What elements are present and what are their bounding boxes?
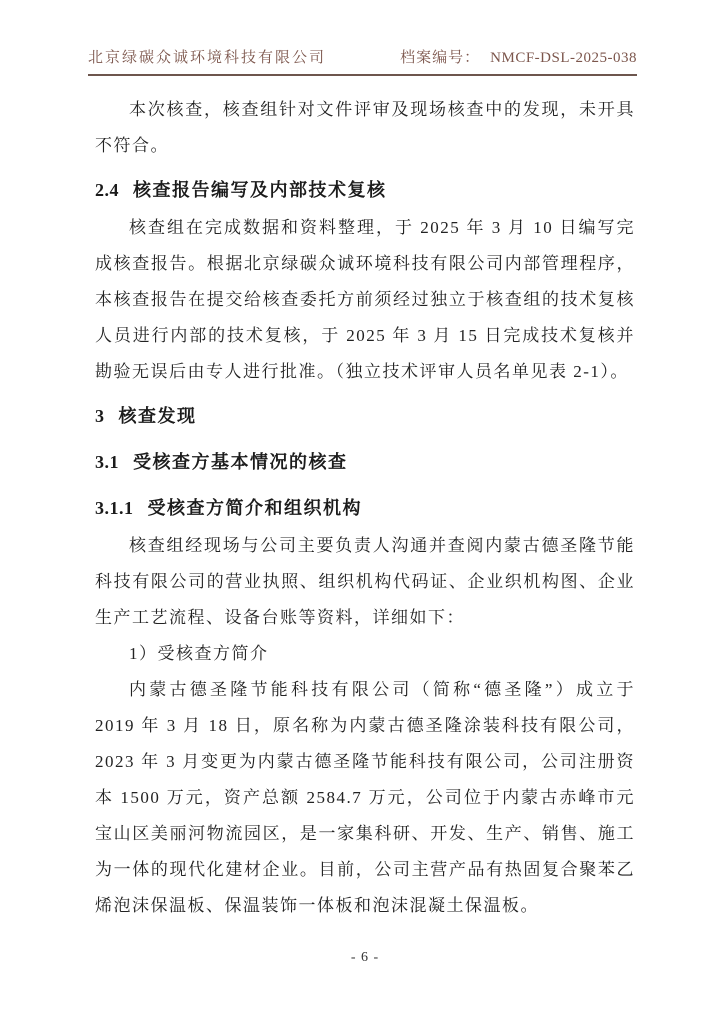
header-company-name: 北京绿碳众诚环境科技有限公司 — [88, 50, 327, 66]
heading-2-4-title: 核查报告编写及内部技术复核 — [133, 180, 387, 200]
heading-3-1-number: 3.1 — [95, 452, 119, 472]
heading-2-4 — [95, 170, 635, 210]
heading-3-1-1-title: 受核查方简介和组织机构 — [147, 498, 362, 518]
header-archive-number-group — [400, 46, 637, 67]
paragraph-no-nonconformity: 本次核查，核查组针对文件评审及现场核查中的发现，未开具不符合。 — [95, 100, 635, 155]
page-footer — [95, 950, 635, 966]
heading-3-1-1-number: 3.1.1 — [95, 498, 134, 518]
heading-3-1-title: 受核查方基本情况的核查 — [133, 452, 348, 472]
heading-3-1 — [95, 442, 635, 482]
page-header — [88, 46, 637, 76]
archive-number-value: NMCF-DSL-2025-038 — [490, 50, 637, 66]
page-number: - 6 - — [350, 950, 380, 965]
paragraph-company-intro: 内蒙古德圣隆节能科技有限公司（简称“德圣隆”）成立于 2019 年 3 月 18 日，原名称为内蒙古德圣隆涂装科技有限公司，2023 年 3 月变更为内蒙古德圣隆节能科技有限公司，公司注册资本 1500 万元，资产总额 2584.7 万元，公司位于内蒙古赤峰市元宝山区美丽河物流园区，是一家集科研、开发、生产、销售、施工为一体的现代化建材企业。目前，公司主营产品有热固复合聚苯乙烯泡沫保温板、保温装饰一体板和泡沫混凝土保温板。 — [95, 680, 635, 915]
document-body — [95, 92, 635, 924]
paragraph-report-writing: 核查组在完成数据和资料整理，于 2025 年 3 月 10 日编写完成核查报告。根据北京绿碳众诚环境科技有限公司内部管理程序，本核查报告在提交给核查委托方前须经过独立于核查组的技术复核人员进行内部的技术复核，于 2025 年 3 月 15 日完成技术复核并勘验无误后由专人进行批准。（独立技术评审人员名单见表 2-1）。 — [95, 218, 635, 381]
archive-number-label: 档案编号： — [400, 50, 481, 66]
heading-3-title: 核查发现 — [118, 406, 197, 426]
list-item-company-brief: 1）受核查方简介 — [129, 644, 269, 663]
heading-3 — [95, 396, 635, 436]
heading-3-1-1 — [95, 488, 635, 528]
paragraph-site-review: 核查组经现场与公司主要负责人沟通并查阅内蒙古德圣隆节能科技有限公司的营业执照、组织机构代码证、企业织机构图、企业生产工艺流程、设备台账等资料，详细如下： — [95, 536, 635, 627]
heading-3-number: 3 — [95, 406, 105, 426]
heading-2-4-number: 2.4 — [95, 180, 119, 200]
